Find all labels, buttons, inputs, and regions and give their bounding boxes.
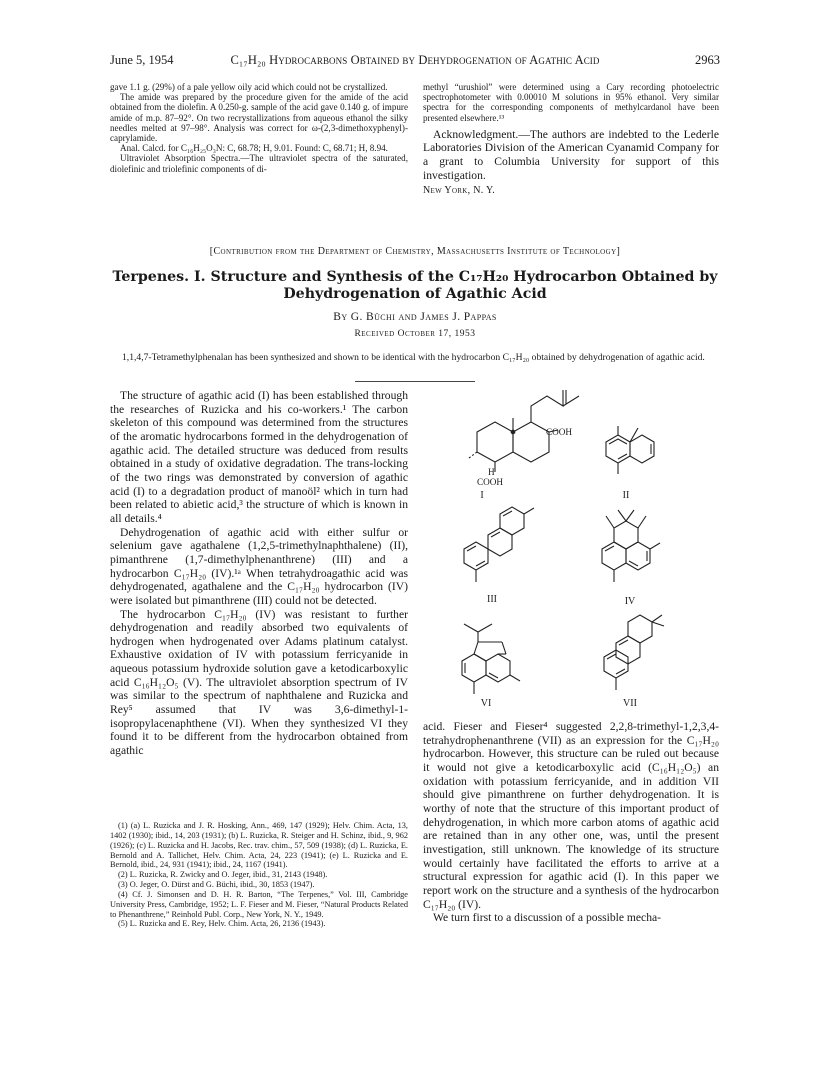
header-title: C₁₇H₂₀ Hydrocarbons Obtained by Dehydrogenation of Agathic Acid [230, 53, 600, 67]
authors: By G. Büchi and James J. Pappas [333, 311, 497, 323]
acknowledgment: Acknowledgment.—The authors are indebted to the Lederle Laboratories Division of the American Cyanamid Company for a grant to Columbia University for support of this investigation. [423, 127, 719, 182]
prev-paragraph: Ultraviolet Absorption Spectra.—The ultraviolet spectra of the saturated, diolefinic and triolefinic components of di- [110, 153, 408, 174]
footnote: (3) O. Jeger, O. Dürst and G. Büchi, ibid., 30, 1853 (1947). [118, 880, 315, 890]
cooh-label: COOH [477, 477, 504, 487]
header-date: June 5, 1954 [110, 53, 174, 67]
structure-VII-tetrahydrophenanthrene [592, 612, 672, 712]
abstract: 1,1,4,7-Tetramethylphenalan has been synthesized and shown to be identical with the hydrocarbon C₁₇H₂₀ obtained by dehydrogenation of agathic acid. [122, 352, 705, 363]
footnote: (1) (a) L. Ruzicka and J. R. Hosking, Ann., 469, 147 (1929); Helv. Chim. Acta, 13, 1402 (1930); ibid., 14, 203 (1931); (b) L. Ruzicka, R. Steiger and H. Schinz, ibid., 9, 962 (1926); (c) L. Ruzicka and H. Jacobs, Rec. trav. chim., 57, 509 (1938); (d) L. Ruzicka, E. Bernold and A. Tallichet, Helv. Chim. Acta, 24, 223 (1941); (e) L. Ruzicka and E. Bernold, ibid., 24, 931 (1941); ibid., 24, 1167 (1941). [110, 821, 408, 870]
body-paragraph: Dehydrogenation of agathic acid with either sulfur or selenium gave agathalene (1,2,5-trimethylnaphthalene) (II), pimanthrene (1,7-dimethylphenanthrene) (III) and a hydrocarbon C₁₇H₂₀ (IV).¹ᵃ When tetrahydroagathic acid was dehydrogenated, agathalene and the C₁₇H₂₀ hydrocarbon (IV) were isolated but pimanthrene (III) could not be detected. [110, 525, 408, 607]
body-paragraph: The hydrocarbon C₁₇H₂₀ (IV) was resistant to further dehydrogenation and readily absorbed two equivalents of hydrogen when hydrogenated over Adams platinum catalyst. Exhaustive oxidation of IV with potassium ferricyanide in aqueous potassium hydroxide solution gave a ketodicarboxylic acid C₁₆H₁₂O₅ (V). The ultraviolet absorption spectrum of IV was similar to the spectrum of naphthalene and Ruzicka and Rey⁵ assumed that IV was 3,6-dimethyl-1-isopropylacenaphthene (VI). When they synthesized VI they found it to be different from the hydrocarbon obtained from agathic [110, 607, 408, 758]
header-page-number: 2963 [695, 53, 720, 67]
prev-paragraph: The amide was prepared by the procedure given for the amide of the acid obtained from the diolefin. A 0.250-g. sample of the acid gave 0.140 g. of impure amide of m.p. 87–92°. On two recrystallizations from aqueous ethanol the silky needles melted at 97–98°. Analysis was correct for ω-(2,3-dimethoxyphenyl)-caprylamide. [110, 92, 408, 144]
structure-label: VI [480, 698, 492, 709]
structure-IV-hydrocarbon [594, 498, 664, 603]
divider [355, 381, 475, 382]
place: New York, N. Y. [423, 185, 496, 197]
prev-paragraph: methyl “urushiol” were determined using a Cary recording photoelectric spectrophotometer with 0.00010 M solutions in 95% ethanol. Very similar spectra for the corresponding components of methylcardanol have been presented elsewhere.¹³ [423, 82, 719, 123]
body-left-column [110, 389, 408, 758]
structure-III-pimanthrene [452, 504, 542, 599]
structure-label: VII [623, 698, 637, 709]
body-paragraph: We turn first to a discussion of a possible mecha- [433, 911, 661, 925]
body-right-column [423, 720, 719, 925]
body-paragraph: The structure of agathic acid (I) has been established through the researches of Ruzicka and his co-workers.¹ The carbon skeleton of this compound was determined from the structures of the aromatic hydrocarbons formed in the dehydrogenation of agathic acid. The detailed structure was deduced from results obtained in a study of oxidative degradation. The trans-locking of the two rings was demonstrated by conversion of agathic acid (I) to a degradation product of manoöl² which in turn had been related to abietic acid,³ the structure of which is known in all details.⁴ [110, 389, 408, 525]
structure-II-agathalene [598, 422, 658, 497]
structure-label: I [480, 490, 484, 501]
received-date: Received October 17, 1953 [354, 329, 476, 339]
h-label: H [488, 467, 495, 477]
structure-label: II [622, 490, 630, 501]
footnote: (2) L. Ruzicka, R. Zwicky and O. Jeger, ibid., 31, 2143 (1948). [118, 870, 328, 880]
structure-label: IV [624, 596, 636, 607]
structure-label: III [487, 594, 497, 605]
prev-article-left [110, 82, 408, 174]
cooh-label: COOH [546, 427, 573, 437]
contribution-line: [Contribution from the Department of Chemistry, Massachusetts Institute of Technology] [209, 246, 621, 257]
prev-article-right [423, 82, 719, 196]
footnote: (5) L. Ruzicka and E. Rey, Helv. Chim. Acta, 26, 2136 (1943). [118, 919, 326, 929]
footnote: (4) Cf. J. Simonsen and D. H. R. Barton, “The Terpenes,” Vol. III, Cambridge University Press, Cambridge, 1952; L. F. Fieser and M. Fieser, “Natural Products Related to Phenanthrene,” Reinhold Publ. Corp., New York, N. Y., 1949. [110, 889, 408, 919]
prev-paragraph: Anal. Calcd. for C₁₆H₂₅O₃N: C, 68.78; H, 9.01. Found: C, 68.71; H, 8.94. [120, 143, 388, 154]
article-title [110, 269, 720, 303]
prev-paragraph: gave 1.1 g. (29%) of a pale yellow oily acid which could not be crystallized. [110, 82, 388, 92]
footnotes [110, 821, 408, 929]
structure-VI-acenaphthene [450, 610, 530, 710]
article-title-line: Terpenes. I. Structure and Synthesis of the C₁₇H₂₀ Hydrocarbon Obtained by [112, 269, 718, 285]
article-title-line: Dehydrogenation of Agathic Acid [283, 286, 547, 302]
running-head [110, 53, 720, 69]
structure-I-agathic-acid [455, 392, 575, 497]
body-paragraph: acid. Fieser and Fieser⁴ suggested 2,2,8-trimethyl-1,2,3,4-tetrahydrophenanthrene (VII) as an expression for the C₁₇H₂₀ hydrocarbon. However, this structure can be ruled out because it would not give a ketodicarboxylic acid (C₁₆H₁₂O₅) an oxidation with potassium ferricyanide, and in addition VII should give pimanthrene on further dehydrogenation. It is worthy of note that the structure of this important product of dehydrogenation, in which more carbon atoms of agathic acid are retained than in any other one, was, until the present investigation, still unknown. The knowledge of its structure would certainly have facilitated the efforts to arrive at a structural expression for agathic acid (I). In this paper we report work on the structure and a synthesis of the hydrocarbon C₁₇H₂₀ (IV). [423, 720, 719, 911]
